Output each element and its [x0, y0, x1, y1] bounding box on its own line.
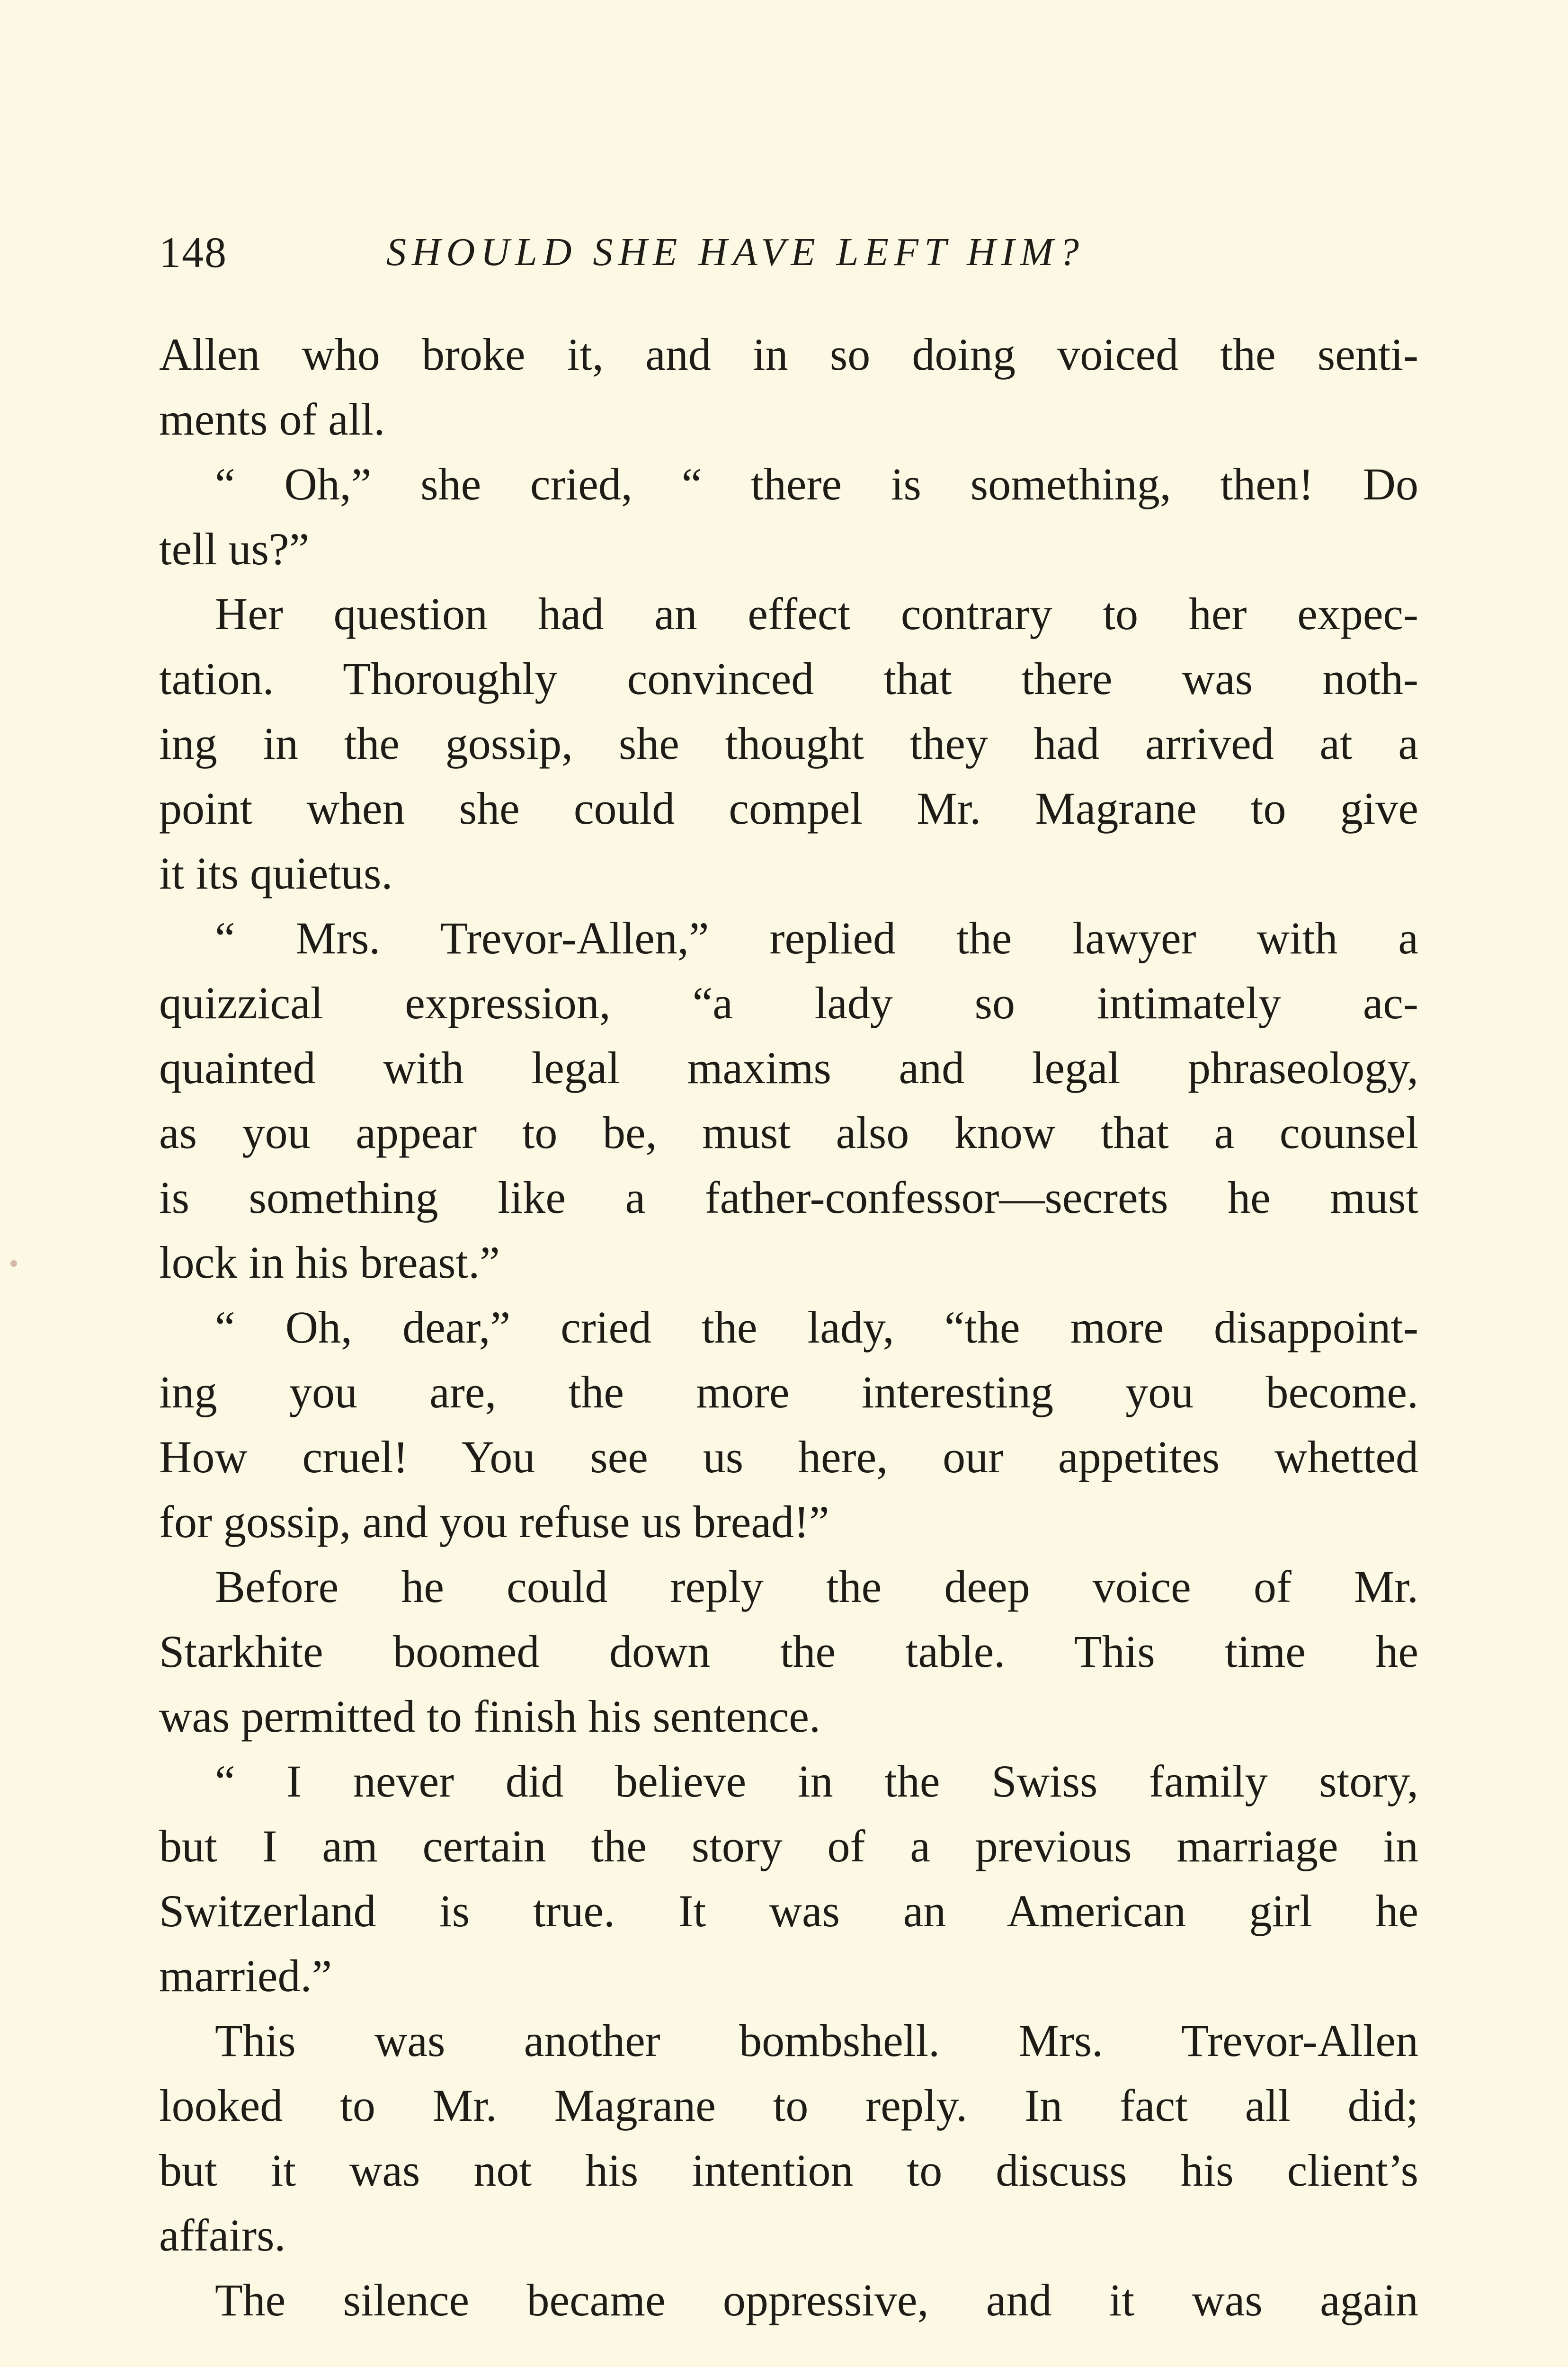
text-line: tation. Thoroughly convinced that there was noth-	[159, 653, 1418, 704]
text-line: Starkhite boomed down the table. This time he	[159, 1626, 1418, 1677]
text-line: The silence became oppressive, and it was again	[215, 2275, 1418, 2325]
text-line: tell us?”	[159, 524, 310, 574]
text-line: is something like a father-confessor—secrets he must	[159, 1172, 1418, 1223]
paper-speck	[10, 1260, 17, 1267]
text-line: This was another bombshell. Mrs. Trevor-Allen	[215, 2015, 1418, 2066]
text-line: How cruel! You see us here, our appetites whetted	[159, 1432, 1418, 1482]
text-line: Allen who broke it, and in so doing voiced the senti-	[159, 329, 1418, 380]
text-line: ments of all.	[159, 394, 385, 445]
text-line: it its quietus.	[159, 848, 393, 899]
text-line: Switzerland is true. It was an American girl he	[159, 1886, 1418, 1936]
text-line: affairs.	[159, 2210, 286, 2260]
text-line: ing in the gossip, she thought they had arrived at a	[159, 718, 1418, 769]
text-line: “ I never did believe in the Swiss family story,	[215, 1756, 1418, 1806]
text-line: was permitted to finish his sentence.	[159, 1691, 821, 1742]
text-line: Her question had an effect contrary to her expec-	[215, 588, 1418, 639]
running-head	[159, 227, 1418, 294]
text-line: quainted with legal maxims and legal phraseology,	[159, 1042, 1418, 1093]
text-line: but it was not his intention to discuss his client’s	[159, 2145, 1418, 2196]
text-line: lock in his breast.”	[159, 1237, 500, 1288]
text-body	[159, 322, 1418, 2332]
text-line: “ Oh, dear,” cried the lady, “the more disappoint-	[215, 1302, 1418, 1353]
text-line: point when she could compel Mr. Magrane to give	[159, 783, 1418, 834]
text-line: “ Mrs. Trevor-Allen,” replied the lawyer with a	[215, 913, 1418, 963]
text-line: looked to Mr. Magrane to reply. In fact all did;	[159, 2080, 1418, 2131]
text-line: quizzical expression, “a lady so intimately ac-	[159, 978, 1418, 1028]
text-line: but I am certain the story of a previous marriage in	[159, 1821, 1418, 1871]
text-line: ing you are, the more interesting you become.	[159, 1367, 1418, 1417]
running-title: SHOULD SHE HAVE LEFT HIM?	[386, 230, 1085, 274]
text-line: married.”	[159, 1950, 332, 2001]
text-line: Before he could reply the deep voice of Mr.	[215, 1561, 1418, 1612]
text-line: as you appear to be, must also know that a counsel	[159, 1107, 1418, 1158]
text-line: “ Oh,” she cried, “ there is something, then! Do	[215, 459, 1418, 509]
page-number: 148	[159, 228, 227, 276]
text-line: for gossip, and you refuse us bread!”	[159, 1496, 829, 1547]
